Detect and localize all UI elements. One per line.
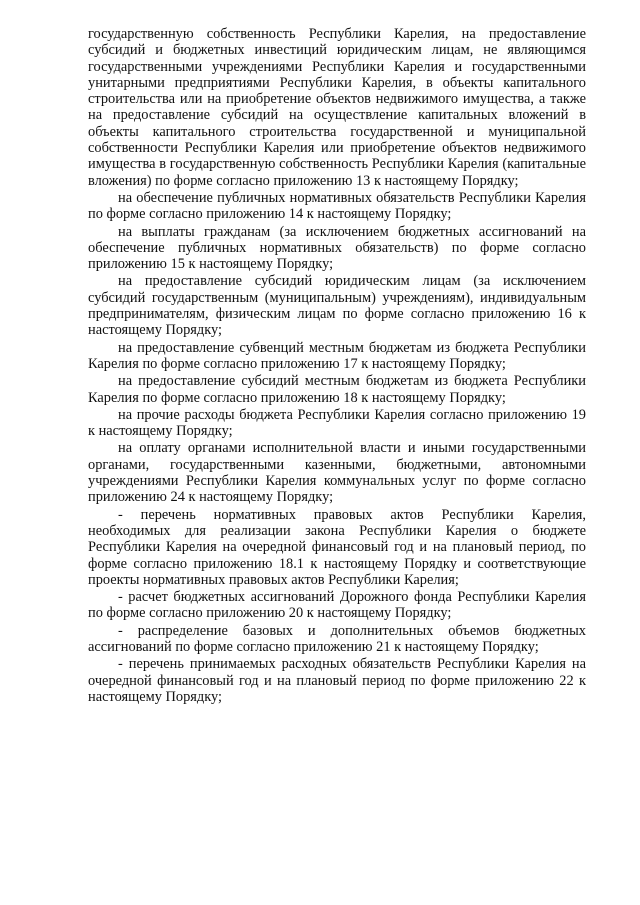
paragraph-local-subsidies: на предоставление субсидий местным бюджетам из бюджета Республики Карелия по форме согласно приложению 18 к настоящему Порядку;: [88, 373, 586, 406]
list-item-legal-acts: - перечень нормативных правовых актов Республики Карелия, необходимых для реализации закона Республики Карелия о бюджете Республики Карелия на очередной финансовый год и на плановый период, по форме согласно приложению 18.1 к настоящему Порядку и соответствующие проекты нормативных правовых актов Республики Карелия;: [88, 506, 586, 588]
list-item-allocation: - распределение базовых и дополнительных объемов бюджетных ассигнований по форме согласно приложению 21 к настоящему Порядку;: [88, 622, 586, 655]
paragraph-public-obligations: на обеспечение публичных нормативных обязательств Республики Карелия по форме согласно приложению 14 к настоящему Порядку;: [88, 189, 586, 223]
list-item-road-fund: - расчет бюджетных ассигнований Дорожного фонда Республики Карелия по форме согласно приложению 20 к настоящему Порядку;: [88, 589, 586, 622]
document-page: [88, 26, 586, 705]
paragraph-utility-payments: на оплату органами исполнительной власти и иными государственными органами, государственными казенными, бюджетными, автономными учреждениями Республики Карелия коммунальных услуг по форме согласно приложению 24 к настоящему Порядку;: [88, 440, 586, 506]
paragraph-citizen-payments: на выплаты гражданам (за исключением бюджетных ассигнований на обеспечение публичных нормативных обязательств) по форме согласно приложению 15 к настоящему Порядку;: [88, 223, 586, 273]
paragraph-other-expenses: на прочие расходы бюджета Республики Карелия согласно приложению 19 к настоящему Порядку;: [88, 406, 586, 440]
paragraph-subventions: на предоставление субвенций местным бюджетам из бюджета Республики Карелия по форме согласно приложению 17 к настоящему Порядку;: [88, 339, 586, 372]
paragraph-capital-investments: государственную собственность Республики Карелия, на предоставление субсидий и бюджетных инвестиций юридическим лицам, не являющимся государственными учреждениями Республики Карелия и государственными унитарными предприятиями Республики Карелия, в объекты капитального строительства или на приобретение объектов недвижимого имущества, а также на предоставление субсидий на осуществление капитальных вложений в объекты капитального строительства государственной и муниципальной собственности Республики Карелия или приобретение объектов недвижимого имущества в государственную собственность Республики Карелия (капитальные вложения) по форме согласно приложению 13 к настоящему Порядку;: [88, 26, 586, 189]
list-item-obligations: - перечень принимаемых расходных обязательств Республики Карелия на очередной финансовый год и на плановый период по форме приложению 22 к настоящему Порядку;: [88, 656, 586, 705]
paragraph-legal-entity-subsidies: на предоставление субсидий юридическим лицам (за исключением субсидий государственным (муниципальным) учреждениям), индивидуальным предпринимателям, физическим лицам по форме согласно приложению 16 к настоящему Порядку;: [88, 273, 586, 339]
